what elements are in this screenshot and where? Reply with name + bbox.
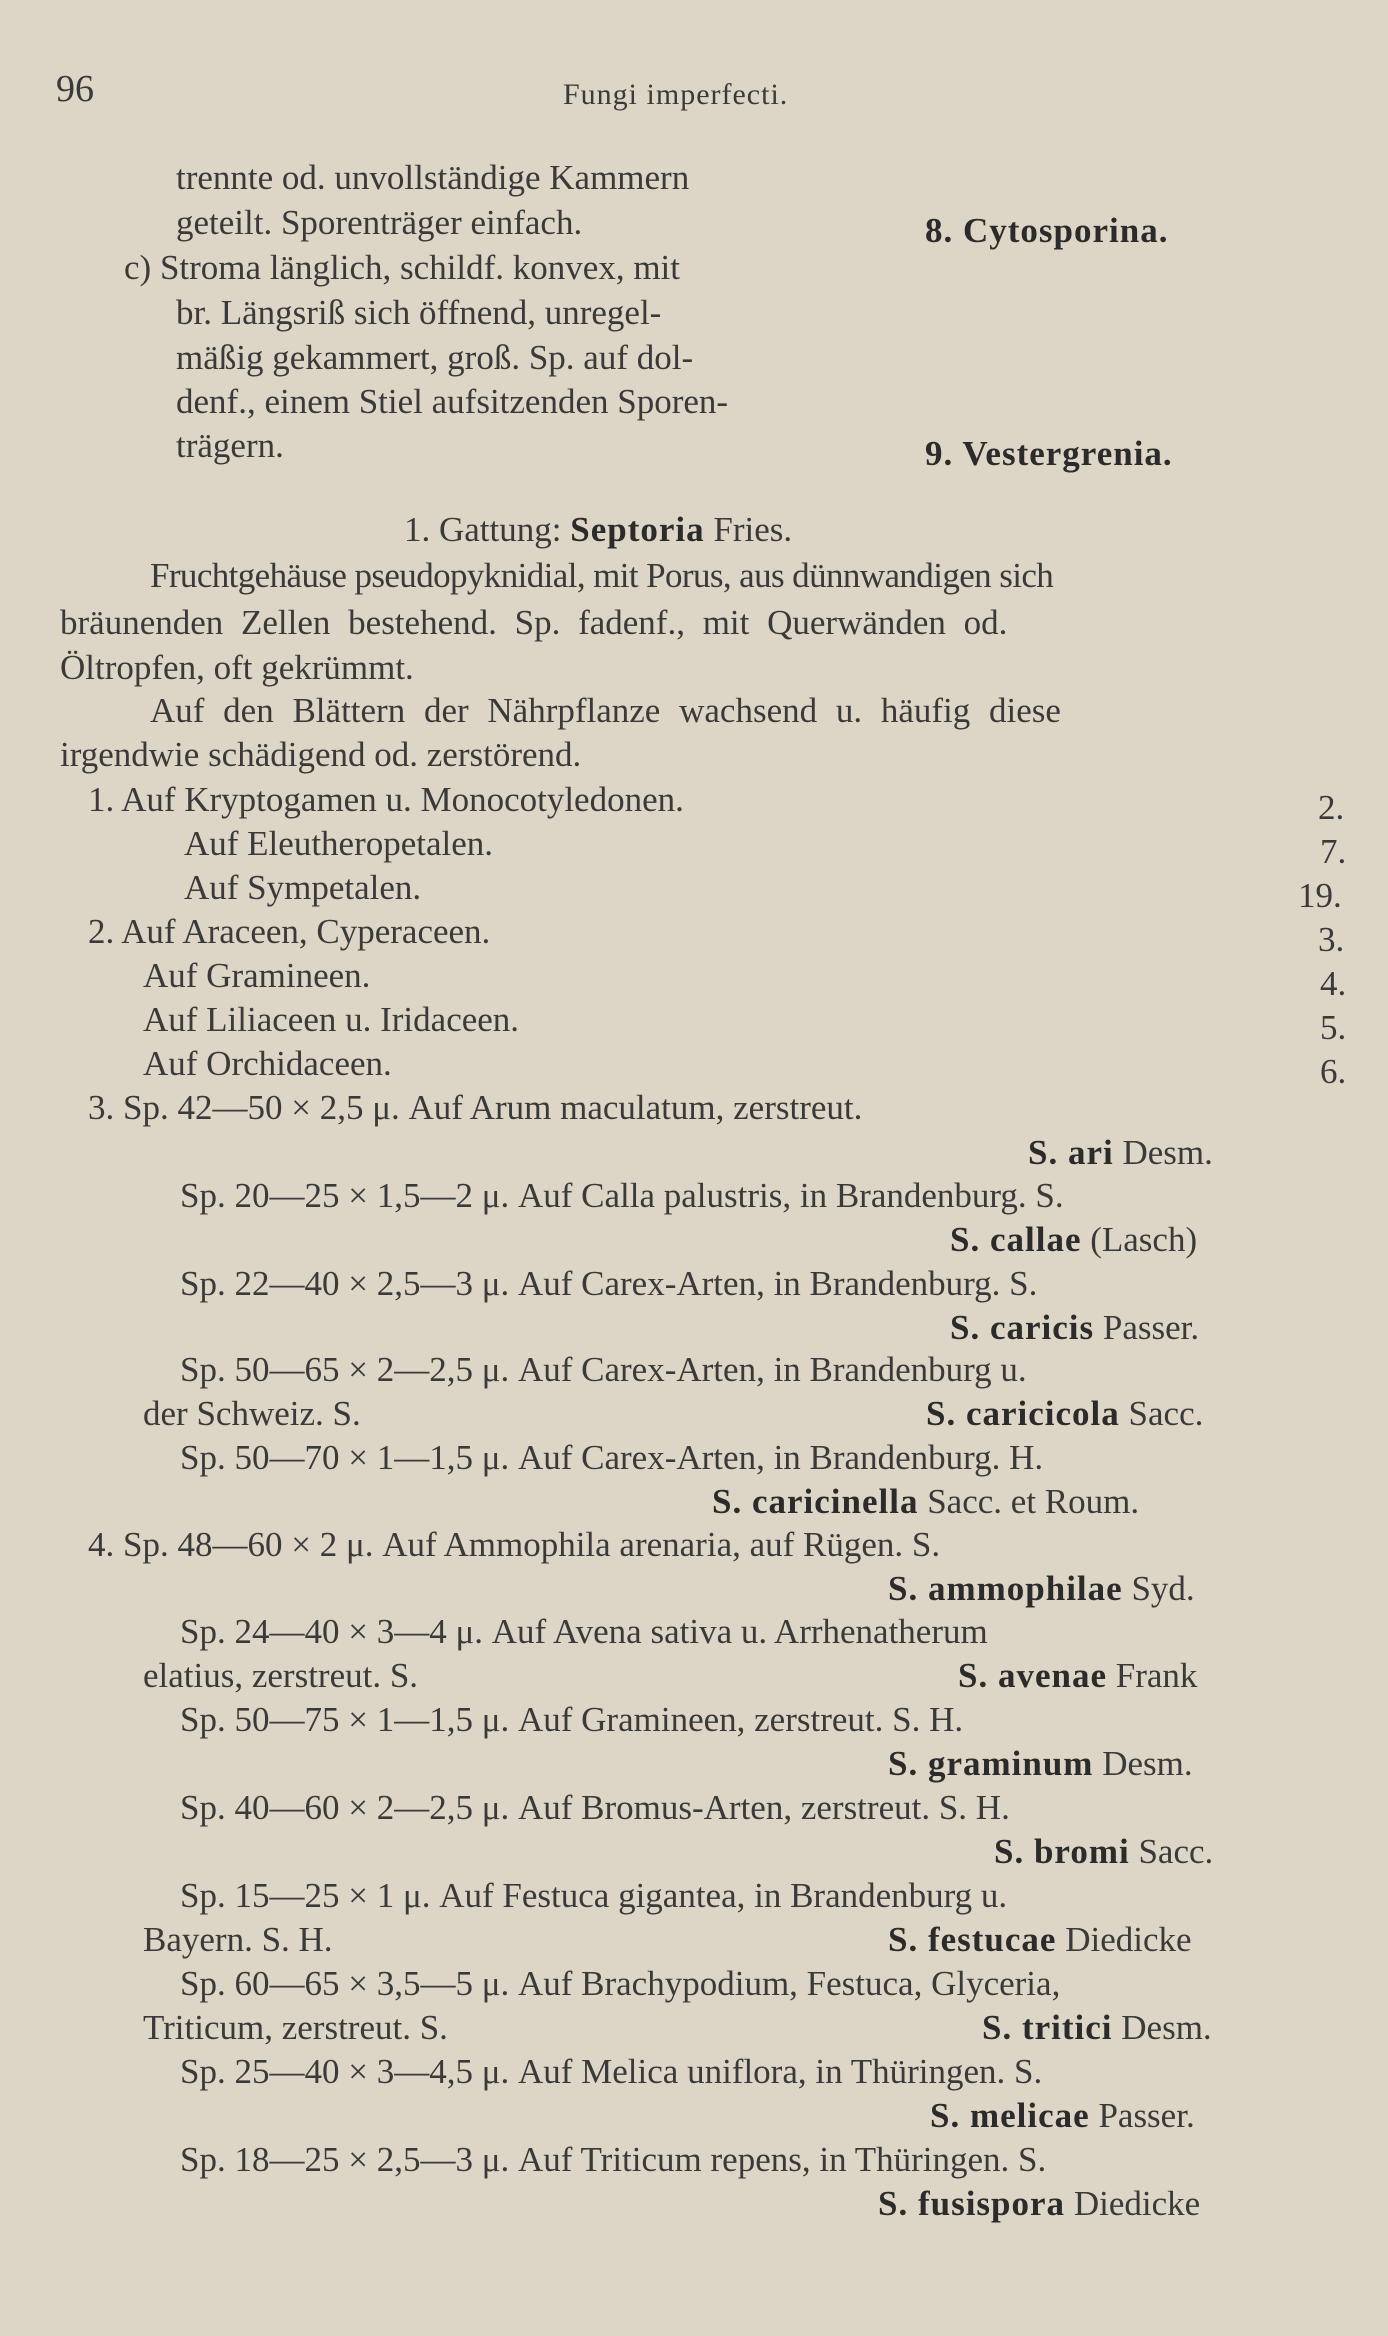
species-name: S. bromi <box>994 1832 1130 1871</box>
species-entry-line: Sp. 50—65 × 2—2,5 μ. Auf Carex-Arten, in Brandenburg u. <box>180 1350 1027 1389</box>
page-number: 96 <box>56 68 94 110</box>
species-entry-line: elatius, zerstreut. S. <box>143 1656 419 1695</box>
species-author: Passer. <box>1098 2096 1195 2135</box>
species-entry-line: Bayern. S. H. <box>143 1920 333 1959</box>
key-line: 1. Auf Kryptogamen u. Monocotyledonen. <box>88 780 684 819</box>
key-line: Auf Liliaceen u. Iridaceen. <box>143 1000 520 1039</box>
species-author: Frank <box>1115 1656 1198 1695</box>
genus-prefix: 1. Gattung: <box>404 510 562 549</box>
species-author: Diedicke <box>1073 2184 1201 2223</box>
species-name: S. callae <box>950 1220 1082 1259</box>
species-name: S. avenae <box>958 1656 1107 1695</box>
species-author: Diedicke <box>1065 1920 1192 1959</box>
species-name-line <box>950 1310 1199 1345</box>
key-lead-number: 2. <box>1318 788 1345 827</box>
key-lead-number: 19. <box>1298 876 1342 915</box>
species-author: Sacc. et Roum. <box>927 1482 1140 1521</box>
species-author: Syd. <box>1131 1569 1195 1608</box>
species-entry-line: Sp. 25—40 × 3—4,5 μ. Auf Melica uniflora, in Thüringen. S. <box>180 2052 1043 2091</box>
key-lead-number: 6. <box>1320 1052 1347 1091</box>
species-name: S. melicae <box>930 2096 1090 2135</box>
genus-name: Septoria <box>570 510 705 549</box>
species-name-line <box>888 1922 1192 1957</box>
description-line: Auf den Blättern der Nährpflanze wachsend u. häufig diese <box>150 691 1061 730</box>
key-lead-number: 7. <box>1320 832 1347 871</box>
species-name: S. caricis <box>950 1308 1095 1347</box>
key-lead-number: 5. <box>1320 1008 1347 1047</box>
species-entry-line: Sp. 20—25 × 1,5—2 μ. Auf Calla palustris, in Brandenburg. S. <box>180 1176 1064 1215</box>
species-name-line <box>930 2098 1195 2133</box>
key-line: Auf Gramineen. <box>143 956 371 995</box>
species-name: S. fusispora <box>878 2184 1066 2223</box>
species-name-line <box>958 1658 1197 1693</box>
species-name: S. caricicola <box>926 1394 1120 1433</box>
species-entry-line: Sp. 60—65 × 3,5—5 μ. Auf Brachypodium, Festuca, Glyceria, <box>180 1964 1061 2003</box>
species-entry-line: Triticum, zerstreut. S. <box>143 2008 448 2047</box>
key-line: denf., einem Stiel aufsitzenden Sporen- <box>176 382 729 421</box>
species-author: Desm. <box>1102 1744 1193 1783</box>
species-entry-line: Sp. 50—75 × 1—1,5 μ. Auf Gramineen, zerstreut. S. H. <box>180 1700 964 1739</box>
key-result: 9. Vestergrenia. <box>925 434 1173 473</box>
species-name-line <box>878 2186 1200 2221</box>
description-line: Fruchtgehäuse pseudopyknidial, mit Porus, aus dünnwandigen sich <box>150 556 1054 595</box>
species-entry-line: 4. Sp. 48—60 × 2 μ. Auf Ammophila arenaria, auf Rügen. S. <box>88 1525 941 1564</box>
running-title: Fungi imperfecti. <box>563 78 789 111</box>
species-name: S. caricinella <box>712 1482 919 1521</box>
species-entry-line: Sp. 24—40 × 3—4 μ. Auf Avena sativa u. Arrhenatherum <box>180 1612 988 1651</box>
key-line: c) Stroma länglich, schildf. konvex, mit <box>124 248 681 287</box>
species-name-line <box>888 1571 1195 1606</box>
key-line: br. Längsriß sich öffnend, unregel- <box>176 293 662 332</box>
species-entry-line: Sp. 15—25 × 1 μ. Auf Festuca gigantea, in Brandenburg u. <box>180 1876 1008 1915</box>
species-name-line <box>1028 1135 1213 1170</box>
species-entry-line: 3. Sp. 42—50 × 2,5 μ. Auf Arum maculatum, zerstreut. <box>88 1088 863 1127</box>
species-name: S. graminum <box>888 1744 1094 1783</box>
species-entry-line: Sp. 18—25 × 2,5—3 μ. Auf Triticum repens, in Thüringen. S. <box>180 2140 1047 2179</box>
key-line: trägern. <box>176 426 284 465</box>
description-line: bräunenden Zellen bestehend. Sp. fadenf., mit Querwänden od. <box>60 603 1008 642</box>
species-name-line <box>888 1746 1193 1781</box>
species-entry-line: Sp. 50—70 × 1—1,5 μ. Auf Carex-Arten, in Brandenburg. H. <box>180 1438 1044 1477</box>
species-name: S. ammophilae <box>888 1569 1123 1608</box>
species-name-line <box>926 1396 1203 1431</box>
key-line: mäßig gekammert, groß. Sp. auf dol- <box>176 338 694 377</box>
species-author: (Lasch) <box>1090 1220 1198 1259</box>
species-author: Desm. <box>1121 2008 1212 2047</box>
key-line: Auf Sympetalen. <box>184 868 422 907</box>
species-entry-line: der Schweiz. S. <box>143 1394 361 1433</box>
species-name-line <box>950 1222 1197 1257</box>
key-lead-number: 3. <box>1318 920 1345 959</box>
species-name-line <box>712 1484 1139 1519</box>
genus-heading <box>404 512 792 547</box>
description-line: Öltropfen, oft gekrümmt. <box>60 648 414 687</box>
key-line: Auf Eleutheropetalen. <box>184 824 494 863</box>
description-line: irgendwie schädigend od. zerstörend. <box>60 735 582 774</box>
species-author: Desm. <box>1122 1133 1213 1172</box>
species-name: S. ari <box>1028 1133 1114 1172</box>
species-author: Sacc. <box>1128 1394 1204 1433</box>
key-line: geteilt. Sporenträger einfach. <box>176 203 583 242</box>
key-line: trennte od. unvollständige Kammern <box>176 158 690 197</box>
species-name: S. tritici <box>982 2008 1113 2047</box>
key-result: 8. Cytosporina. <box>925 211 1169 250</box>
species-name: S. festucae <box>888 1920 1057 1959</box>
key-lead-number: 4. <box>1320 964 1347 1003</box>
species-name-line <box>982 2010 1212 2045</box>
species-author: Passer. <box>1102 1308 1200 1347</box>
species-entry-line: Sp. 40—60 × 2—2,5 μ. Auf Bromus-Arten, zerstreut. S. H. <box>180 1788 1010 1827</box>
key-line: 2. Auf Araceen, Cyperaceen. <box>88 912 491 951</box>
key-line: Auf Orchidaceen. <box>143 1044 392 1083</box>
species-name-line <box>994 1834 1213 1869</box>
species-author: Sacc. <box>1138 1832 1214 1871</box>
genus-author: Fries. <box>713 510 793 549</box>
species-entry-line: Sp. 22—40 × 2,5—3 μ. Auf Carex-Arten, in Brandenburg. S. <box>180 1264 1038 1303</box>
